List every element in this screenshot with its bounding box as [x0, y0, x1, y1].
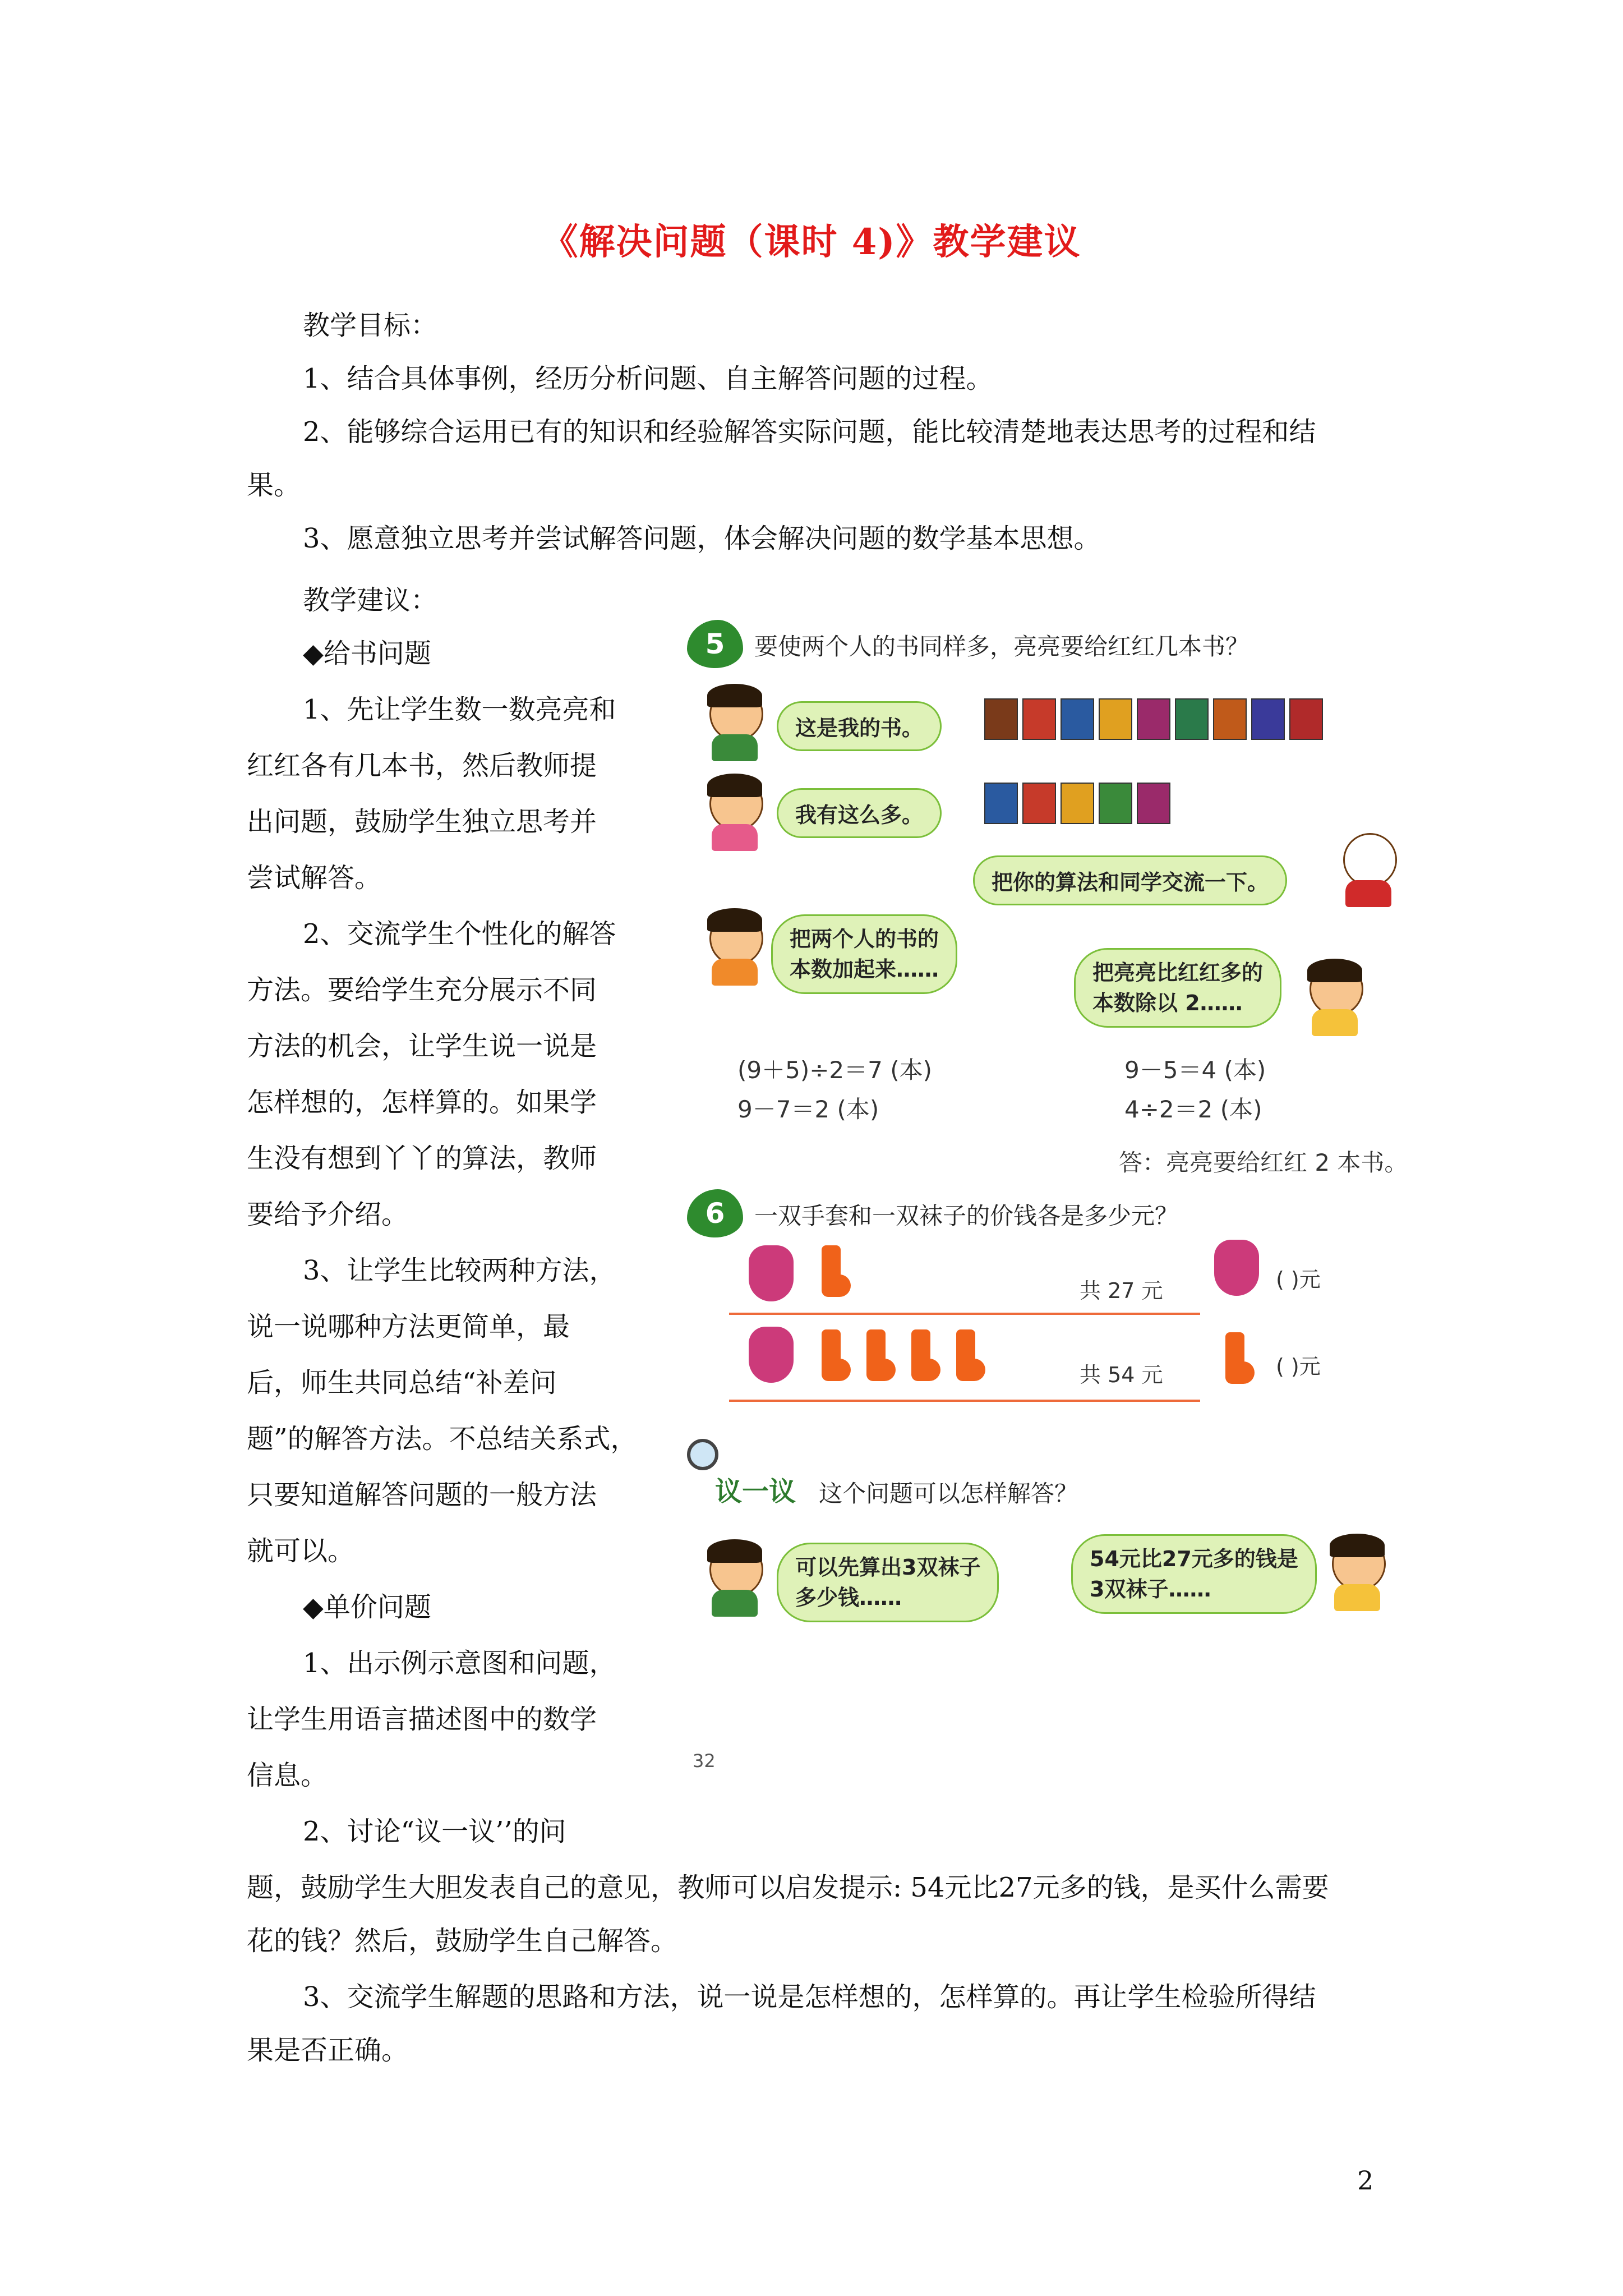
speech-line: 可以先算出3双袜子	[795, 1555, 981, 1580]
advice-3-line: 题”的解答方法。不总结关系式，	[247, 1423, 638, 1455]
speech-bubble: 我有这么多。	[777, 788, 942, 838]
speech-line: 把亮亮比红红多的	[1092, 960, 1264, 985]
sock-icon	[906, 1329, 939, 1386]
page-title: 《解决问题（课时 4)》教学建议	[542, 221, 1081, 263]
glove-price-blank: ( )元	[1276, 1267, 1321, 1292]
speech-line: 把两个人的书的	[790, 927, 939, 951]
equation: 9－7＝2 (本)	[737, 1096, 879, 1123]
speech-line: 本数加起来……	[790, 957, 939, 982]
boy-avatar	[704, 1543, 766, 1616]
speech-line: 多少钱……	[795, 1585, 902, 1610]
speech-bubble	[771, 914, 957, 994]
speech-line: 3双袜子……	[1090, 1577, 1211, 1602]
divider-line	[729, 1400, 1200, 1402]
speech-bubble	[1071, 1534, 1317, 1614]
speech-line: 本数除以 2……	[1092, 991, 1243, 1015]
advice-5-line2: 题，鼓励学生大胆发表自己的意见，教师可以启发提示: 54元比27元多的钱，是买什么需要	[247, 1872, 1329, 1903]
glove-icon	[1214, 1240, 1259, 1296]
boy-avatar	[704, 912, 766, 984]
advice-4-line: 信息。	[247, 1760, 328, 1791]
advice-3-line: 3、让学生比较两种方法，	[303, 1255, 616, 1286]
advice-1-line: 尝试解答。	[247, 862, 382, 894]
advice-2-line: 方法。要给学生充分展示不同	[247, 974, 597, 1006]
goal-1: 1、结合具体事例，经历分析问题、自主解答问题的过程。	[303, 363, 993, 394]
speech-bubble	[777, 1543, 999, 1622]
advice-6-line1: 3、交流学生解题的思路和方法，说一说是怎样想的，怎样算的。再让学生检验所得结	[303, 1981, 1316, 2013]
discuss-question: 这个问题可以怎样解答？	[819, 1480, 1078, 1507]
advice-2-line: 怎样想的，怎样算的。如果学	[247, 1087, 597, 1118]
girl-avatar	[1326, 1537, 1388, 1610]
advice-2-line: 2、交流学生个性化的解答	[303, 918, 616, 950]
advice-1-line: 红红各有几本书，然后教师提	[247, 750, 597, 781]
girl-yaya-avatar	[1304, 962, 1366, 1035]
advice-3-line: 只要知道解答问题的一般方法	[247, 1479, 597, 1511]
sock-price-blank: ( )元	[1276, 1354, 1321, 1379]
speech-line: 54元比27元多的钱是	[1090, 1547, 1298, 1571]
advice-1-line: 1、先让学生数一数亮亮和	[303, 694, 616, 725]
advice-5-line3: 花的钱？然后，鼓励学生自己解答。	[247, 1925, 678, 1957]
equation: 4÷2＝2 (本)	[1124, 1096, 1262, 1123]
liangliang-books	[984, 698, 1323, 740]
speech-bubble	[1074, 948, 1281, 1028]
goal-2-line2: 果。	[247, 470, 301, 501]
rabbit-mascot-avatar	[1338, 833, 1399, 906]
sock-icon	[1220, 1332, 1253, 1388]
girl-honghong-avatar	[704, 777, 766, 850]
advice-4-line: 让学生用语言描述图中的数学	[247, 1704, 597, 1735]
magnifier-icon	[687, 1439, 721, 1473]
sock-icon	[816, 1329, 850, 1386]
question-5-text: 要使两个人的书同样多，亮亮要给红红几本书？	[754, 633, 1249, 660]
advice-2-line: 方法的机会，让学生说一说是	[247, 1030, 597, 1062]
question-6-leaf-icon: 6	[687, 1189, 743, 1237]
boy-liangliang-avatar	[704, 687, 766, 760]
advice-4-line: 1、出示例示意图和问题，	[303, 1648, 616, 1679]
advice-6-line2: 果是否正确。	[247, 2035, 409, 2066]
discuss-label: 议一议	[715, 1476, 796, 1507]
advice-2-line: 生没有想到丫丫的算法，教师	[247, 1143, 597, 1174]
teaching-advice-heading: 教学建议：	[303, 585, 438, 616]
advice-5-line1: 2、讨论“议一议’’的问	[303, 1816, 566, 1847]
advice-3-line: 后，师生共同总结“补差问	[247, 1367, 557, 1398]
answer-text: 答：亮亮要给红红 2 本书。	[1119, 1149, 1408, 1176]
question-6-text: 一双手套和一双袜子的价钱各是多少元？	[754, 1202, 1179, 1230]
goal-3: 3、愿意独立思考并尝试解答问题，体会解决问题的数学基本思想。	[303, 523, 1101, 554]
textbook-figure	[681, 609, 1436, 1803]
total-price-2: 共 54 元	[1080, 1363, 1163, 1387]
glove-icon	[749, 1245, 794, 1301]
speech-bubble: 这是我的书。	[777, 701, 942, 751]
advice-2-line: 要给予介绍。	[247, 1199, 409, 1230]
advice-3-line: 就可以。	[247, 1535, 355, 1567]
goal-2-line1: 2、能够综合运用已有的知识和经验解答实际问题，能比较清楚地表达思考的过程和结	[303, 416, 1316, 448]
total-price-1: 共 27 元	[1080, 1278, 1163, 1303]
advice-3-line: 说一说哪种方法更简单，最	[247, 1311, 570, 1342]
teaching-goals-heading: 教学目标：	[303, 310, 438, 341]
equation: (9＋5)÷2＝7 (本)	[737, 1056, 932, 1084]
textbook-page-number: 32	[693, 1750, 716, 1772]
sock-icon	[816, 1245, 850, 1301]
glove-icon	[749, 1327, 794, 1383]
section-unit-price: ◆单价问题	[303, 1591, 431, 1623]
advice-1-line: 出问题，鼓励学生独立思考并	[247, 806, 597, 838]
page-number: 2	[1357, 2165, 1374, 2196]
equation: 9－5＝4 (本)	[1124, 1056, 1266, 1084]
divider-line	[729, 1313, 1200, 1315]
sock-icon	[951, 1329, 984, 1386]
speech-bubble: 把你的算法和同学交流一下。	[973, 855, 1287, 905]
question-5-leaf-icon: 5	[687, 620, 743, 668]
honghong-books	[984, 783, 1170, 824]
section-book-problem: ◆给书问题	[303, 638, 431, 669]
sock-icon	[861, 1329, 895, 1386]
